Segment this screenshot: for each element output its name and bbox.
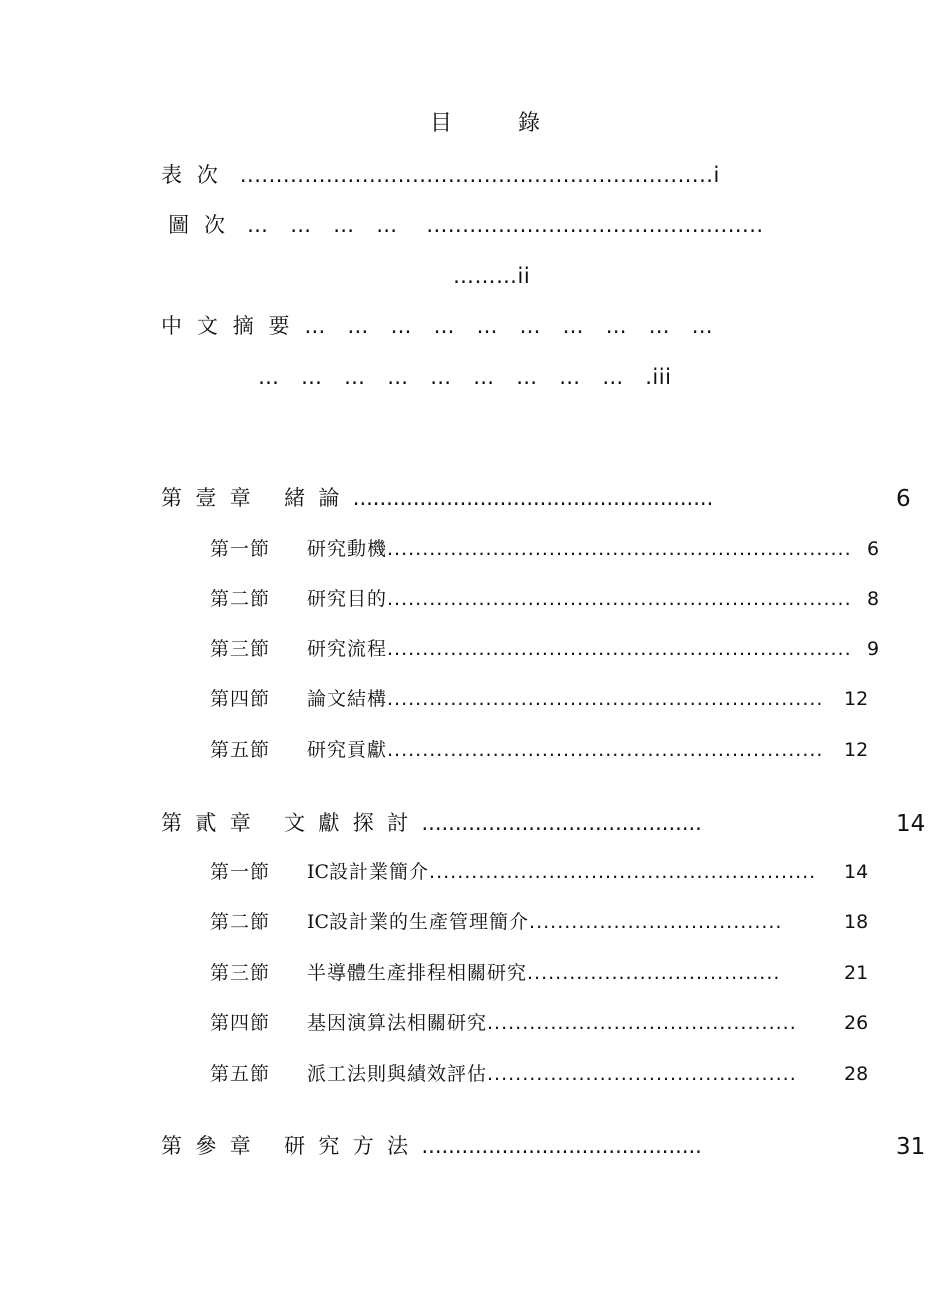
toc-section-2-3-title: 半導體生產排程相關研究.................................... — [307, 962, 781, 984]
toc-section-2-1-title-text: 設計業簡介....................................................... — [329, 861, 817, 883]
toc-section-1-2-title: 研究目的.................................................................. — [307, 588, 852, 610]
toc-section-1-4-page: 12 — [844, 688, 869, 710]
toc-section-2-4-page: 26 — [844, 1012, 869, 1034]
toc-section-1-3-title: 研究流程.................................................................. — [307, 638, 852, 660]
toc-section-2-3-page: 21 — [844, 962, 869, 984]
toc-section-1-5-title: 研究貢獻.............................................................. — [307, 739, 824, 761]
toc-section-2-1-title — [307, 863, 816, 882]
toc-section-2-3-number: 第三節 — [210, 962, 271, 984]
toc-front-abstract: 中 文 摘 要 … … … … … … … … … … — [161, 314, 714, 338]
toc-section-1-3-page: 9 — [867, 638, 880, 660]
toc-section-1-3-number: 第三節 — [210, 638, 271, 660]
toc-front-figures-page: ………ii — [453, 264, 531, 288]
toc-chapter-3-page: 31 — [896, 1134, 926, 1160]
toc-section-1-5-number: 第五節 — [210, 739, 271, 761]
toc-section-2-1-page: 14 — [844, 861, 869, 883]
toc-section-2-2-title-text: 設計業的生產管理簡介.................................... — [329, 911, 783, 933]
toc-section-1-2-number: 第二節 — [210, 588, 271, 610]
toc-section-2-4-number: 第四節 — [210, 1012, 271, 1034]
toc-section-1-5-page: 12 — [844, 739, 869, 761]
toc-section-1-1-number: 第一節 — [210, 538, 271, 560]
toc-section-2-5-number: 第五節 — [210, 1063, 271, 1085]
toc-front-tables: 表 次 ..................................................................i — [161, 163, 720, 187]
toc-section-1-4-title: 論文結構.............................................................. — [307, 688, 824, 710]
toc-section-2-2-title — [307, 913, 782, 932]
toc-section-2-2-title-prefix: IC — [307, 911, 330, 933]
toc-chapter-2-page: 14 — [896, 811, 926, 837]
toc-section-1-4-number: 第四節 — [210, 688, 271, 710]
toc-section-2-2-number: 第二節 — [210, 911, 271, 933]
toc-title: 目 錄 — [430, 111, 541, 136]
toc-chapter-1: 第 壹 章 緒 論 ...................................................... — [161, 486, 714, 510]
toc-section-2-2-page: 18 — [844, 911, 869, 933]
toc-section-1-2-page: 8 — [867, 588, 880, 610]
toc-chapter-2: 第 貳 章 文 獻 探 討 .......................................... — [161, 811, 702, 835]
toc-front-abstract-page: … … … … … … … … … .iii — [258, 365, 672, 389]
toc-section-1-1-title: 研究動機.................................................................. — [307, 538, 852, 560]
toc-section-2-1-title-prefix: IC — [307, 861, 330, 883]
toc-chapter-1-page: 6 — [896, 486, 911, 512]
toc-section-2-4-title: 基因演算法相關研究............................................ — [307, 1012, 797, 1034]
toc-section-2-5-page: 28 — [844, 1063, 869, 1085]
toc-section-1-1-page: 6 — [867, 538, 880, 560]
toc-section-2-1-number: 第一節 — [210, 861, 271, 883]
toc-chapter-3: 第 參 章 研 究 方 法 .......................................... — [161, 1134, 702, 1158]
toc-front-figures: 圖 次 … … … … ............................................... — [161, 213, 764, 237]
toc-section-2-5-title: 派工法則與績效評估............................................ — [307, 1063, 797, 1085]
